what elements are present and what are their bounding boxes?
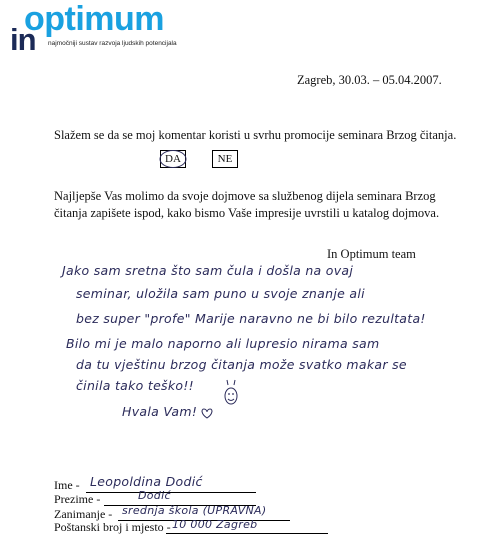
comment-line-2: seminar, uložila sam puno u svoje znanje ali bbox=[76, 286, 365, 301]
consent-no-box[interactable] bbox=[212, 150, 238, 168]
consent-yes-label: DA bbox=[165, 153, 181, 165]
logo-in-text: in bbox=[10, 22, 36, 57]
request-line-2: čitanja zapišete ispod, kako bismo Vaše impresije uvrstili u katalog dojmova. bbox=[54, 206, 440, 220]
yes-circle-mark bbox=[158, 148, 188, 170]
logo-optimum-text: optimum bbox=[24, 0, 165, 38]
comment-line-5: da tu vještinu brzog čitanja može svatko makar se bbox=[76, 357, 407, 372]
postal-value[interactable]: 10 000 Zagreb bbox=[172, 518, 258, 531]
request-line-1: Najljepše Vas molimo da svoje dojmove sa službenog dijela seminara Brzog bbox=[54, 189, 436, 203]
name-underline bbox=[86, 492, 256, 493]
surname-value[interactable]: Dodić bbox=[138, 489, 171, 502]
smiley-doodle-icon bbox=[222, 376, 240, 410]
comment-line-4: Bilo mi je malo naporno ali lupresio nirama sam bbox=[66, 336, 380, 351]
name-label: Ime - bbox=[54, 478, 80, 492]
place-date: Zagreb, 30.03. – 05.04.2007. bbox=[297, 73, 442, 87]
occupation-value[interactable]: srednja škola (UPRAVNA) bbox=[122, 504, 267, 517]
consent-no-label: NE bbox=[217, 153, 233, 165]
comment-line-1: Jako sam sretna što sam čula i došla na ovaj bbox=[62, 263, 354, 278]
comment-line-7: Hvala Vam! bbox=[122, 404, 198, 419]
surname-label: Prezime - bbox=[54, 492, 101, 506]
comment-line-6: činila tako teško!! bbox=[76, 378, 194, 393]
postal-label: Poštanski broj i mjesto - bbox=[54, 520, 171, 534]
consent-text: Slažem se da se moj komentar koristi u svrhu promocije seminara Brzog čitanja. bbox=[54, 128, 457, 142]
heart-doodle-icon bbox=[200, 406, 214, 420]
team-signoff: In Optimum team bbox=[327, 247, 416, 261]
postal-underline bbox=[166, 533, 328, 534]
occupation-label: Zanimanje - bbox=[54, 507, 113, 521]
comment-line-3: bez super "profe" Marije naravno ne bi bilo rezultata! bbox=[76, 311, 426, 326]
logo-tagline: najmočniji sustav razvoja ljudskih potencijala bbox=[48, 40, 177, 47]
name-value[interactable]: Leopoldina Dodić bbox=[90, 474, 203, 489]
